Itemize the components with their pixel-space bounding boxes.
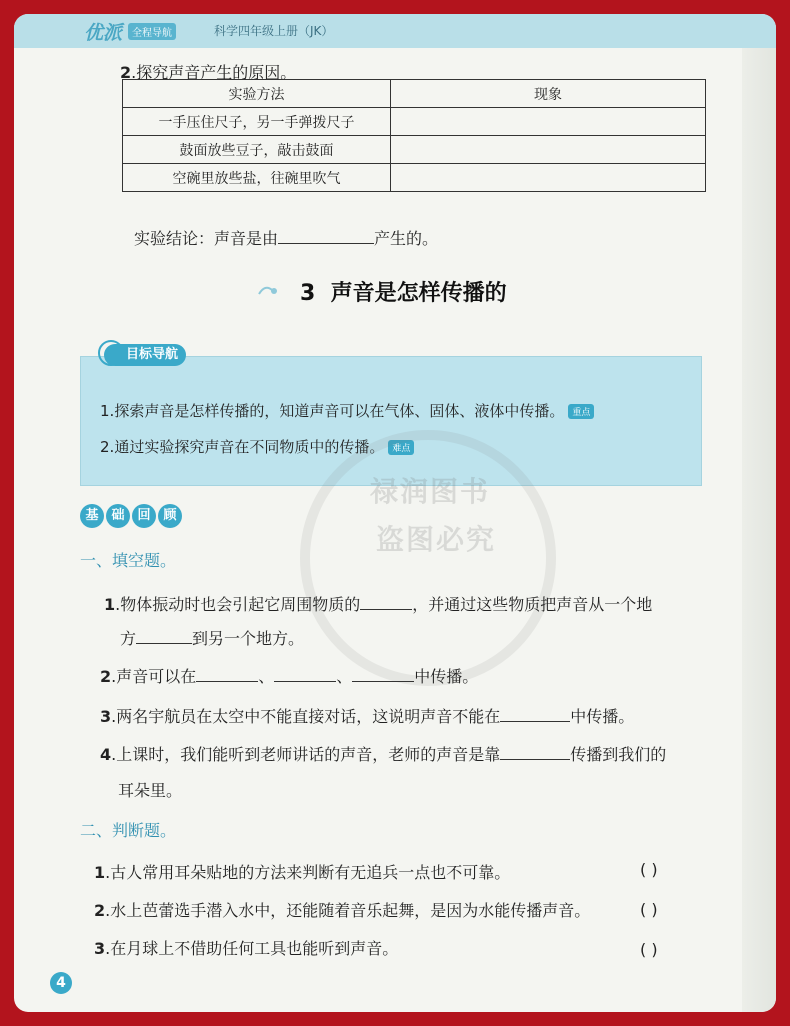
fill-q4-line2: 耳朵里。 (118, 781, 183, 800)
conclusion-blank[interactable] (278, 229, 374, 244)
sound-wave-icon (256, 282, 280, 298)
series-badge: 全程导航 (128, 23, 176, 40)
conclusion-line: 实验结论：声音是由 产生的。 (134, 229, 439, 248)
judge-item: 3.在月球上不借助任何工具也能听到声音。 (94, 939, 399, 958)
answer-blank[interactable] (274, 667, 336, 682)
watermark-text: 盗图必究 (376, 523, 497, 556)
table-cell-answer[interactable] (391, 108, 706, 136)
key-point-tag: 重点 (568, 404, 594, 419)
fill-q1-line2: 方 到另一个地方。 (120, 629, 305, 648)
judge-answer-paren[interactable]: ( ) (640, 860, 658, 879)
table-header-phenomenon: 现象 (391, 80, 706, 108)
page-edge (742, 48, 776, 1012)
table-header-row (123, 80, 706, 108)
basics-review-badge: 基 础 回 顾 (80, 504, 184, 530)
goals-badge: 目标导航 (104, 344, 186, 366)
table-row (123, 136, 706, 164)
table-cell-answer[interactable] (391, 136, 706, 164)
judge-answer-paren[interactable]: ( ) (640, 940, 658, 959)
watermark-circle (300, 430, 556, 686)
table-cell-method: 空碗里放些盐，往碗里吹气 (123, 164, 391, 192)
answer-blank[interactable] (500, 745, 570, 760)
fill-q4-line1: 4.上课时，我们能听到老师讲话的声音，老师的声音是靠 传播到我们的 (100, 745, 667, 764)
experiment-table (122, 79, 706, 192)
book-title: 科学四年级上册（JK） (214, 24, 334, 38)
table-cell-method: 鼓面放些豆子，敲击鼓面 (123, 136, 391, 164)
judge-heading: 二、判断题。 (80, 821, 177, 840)
brand-logo: 优派 (84, 22, 123, 44)
difficult-point-tag: 难点 (388, 440, 414, 455)
table-header-method: 实验方法 (123, 80, 391, 108)
answer-blank[interactable] (500, 707, 570, 722)
fill-q3: 3.两名宇航员在太空中不能直接对话，这说明声音不能在 中传播。 (100, 707, 635, 726)
judge-item: 2.水上芭蕾选手潜入水中，还能随着音乐起舞，是因为水能传播声音。 (94, 901, 591, 920)
fill-q1-line1: 1.物体振动时也会引起它周围物质的 ，并通过这些物质把声音从一个地 (104, 595, 653, 614)
q2-prompt: 2.探究声音产生的原因。 (120, 63, 297, 82)
page-number: 4 (50, 972, 72, 994)
answer-blank[interactable] (360, 595, 412, 610)
table-cell-method: 一手压住尺子，另一手弹拨尺子 (123, 108, 391, 136)
goal-item: 2.通过实验探究声音在不同物质中的传播。 难点 (100, 436, 414, 457)
fill-heading: 一、填空题。 (80, 551, 177, 570)
table-row (123, 164, 706, 192)
answer-blank[interactable] (196, 667, 258, 682)
goal-circle-icon (98, 340, 124, 366)
watermark-text: 禄润图书 (370, 475, 491, 508)
table-cell-answer[interactable] (391, 164, 706, 192)
table-row (123, 108, 706, 136)
answer-blank[interactable] (352, 667, 414, 682)
judge-answer-paren[interactable]: ( ) (640, 900, 658, 919)
section-title: 3 声音是怎样传播的 (300, 281, 507, 306)
fill-q2: 2.声音可以在 、 、 中传播。 (100, 667, 479, 686)
judge-item: 1.古人常用耳朵贴地的方法来判断有无追兵一点也不可靠。 (94, 863, 511, 882)
goal-item: 1.探索声音是怎样传播的，知道声音可以在气体、固体、液体中传播。 重点 (100, 400, 594, 421)
header-band (14, 14, 776, 48)
answer-blank[interactable] (136, 629, 192, 644)
